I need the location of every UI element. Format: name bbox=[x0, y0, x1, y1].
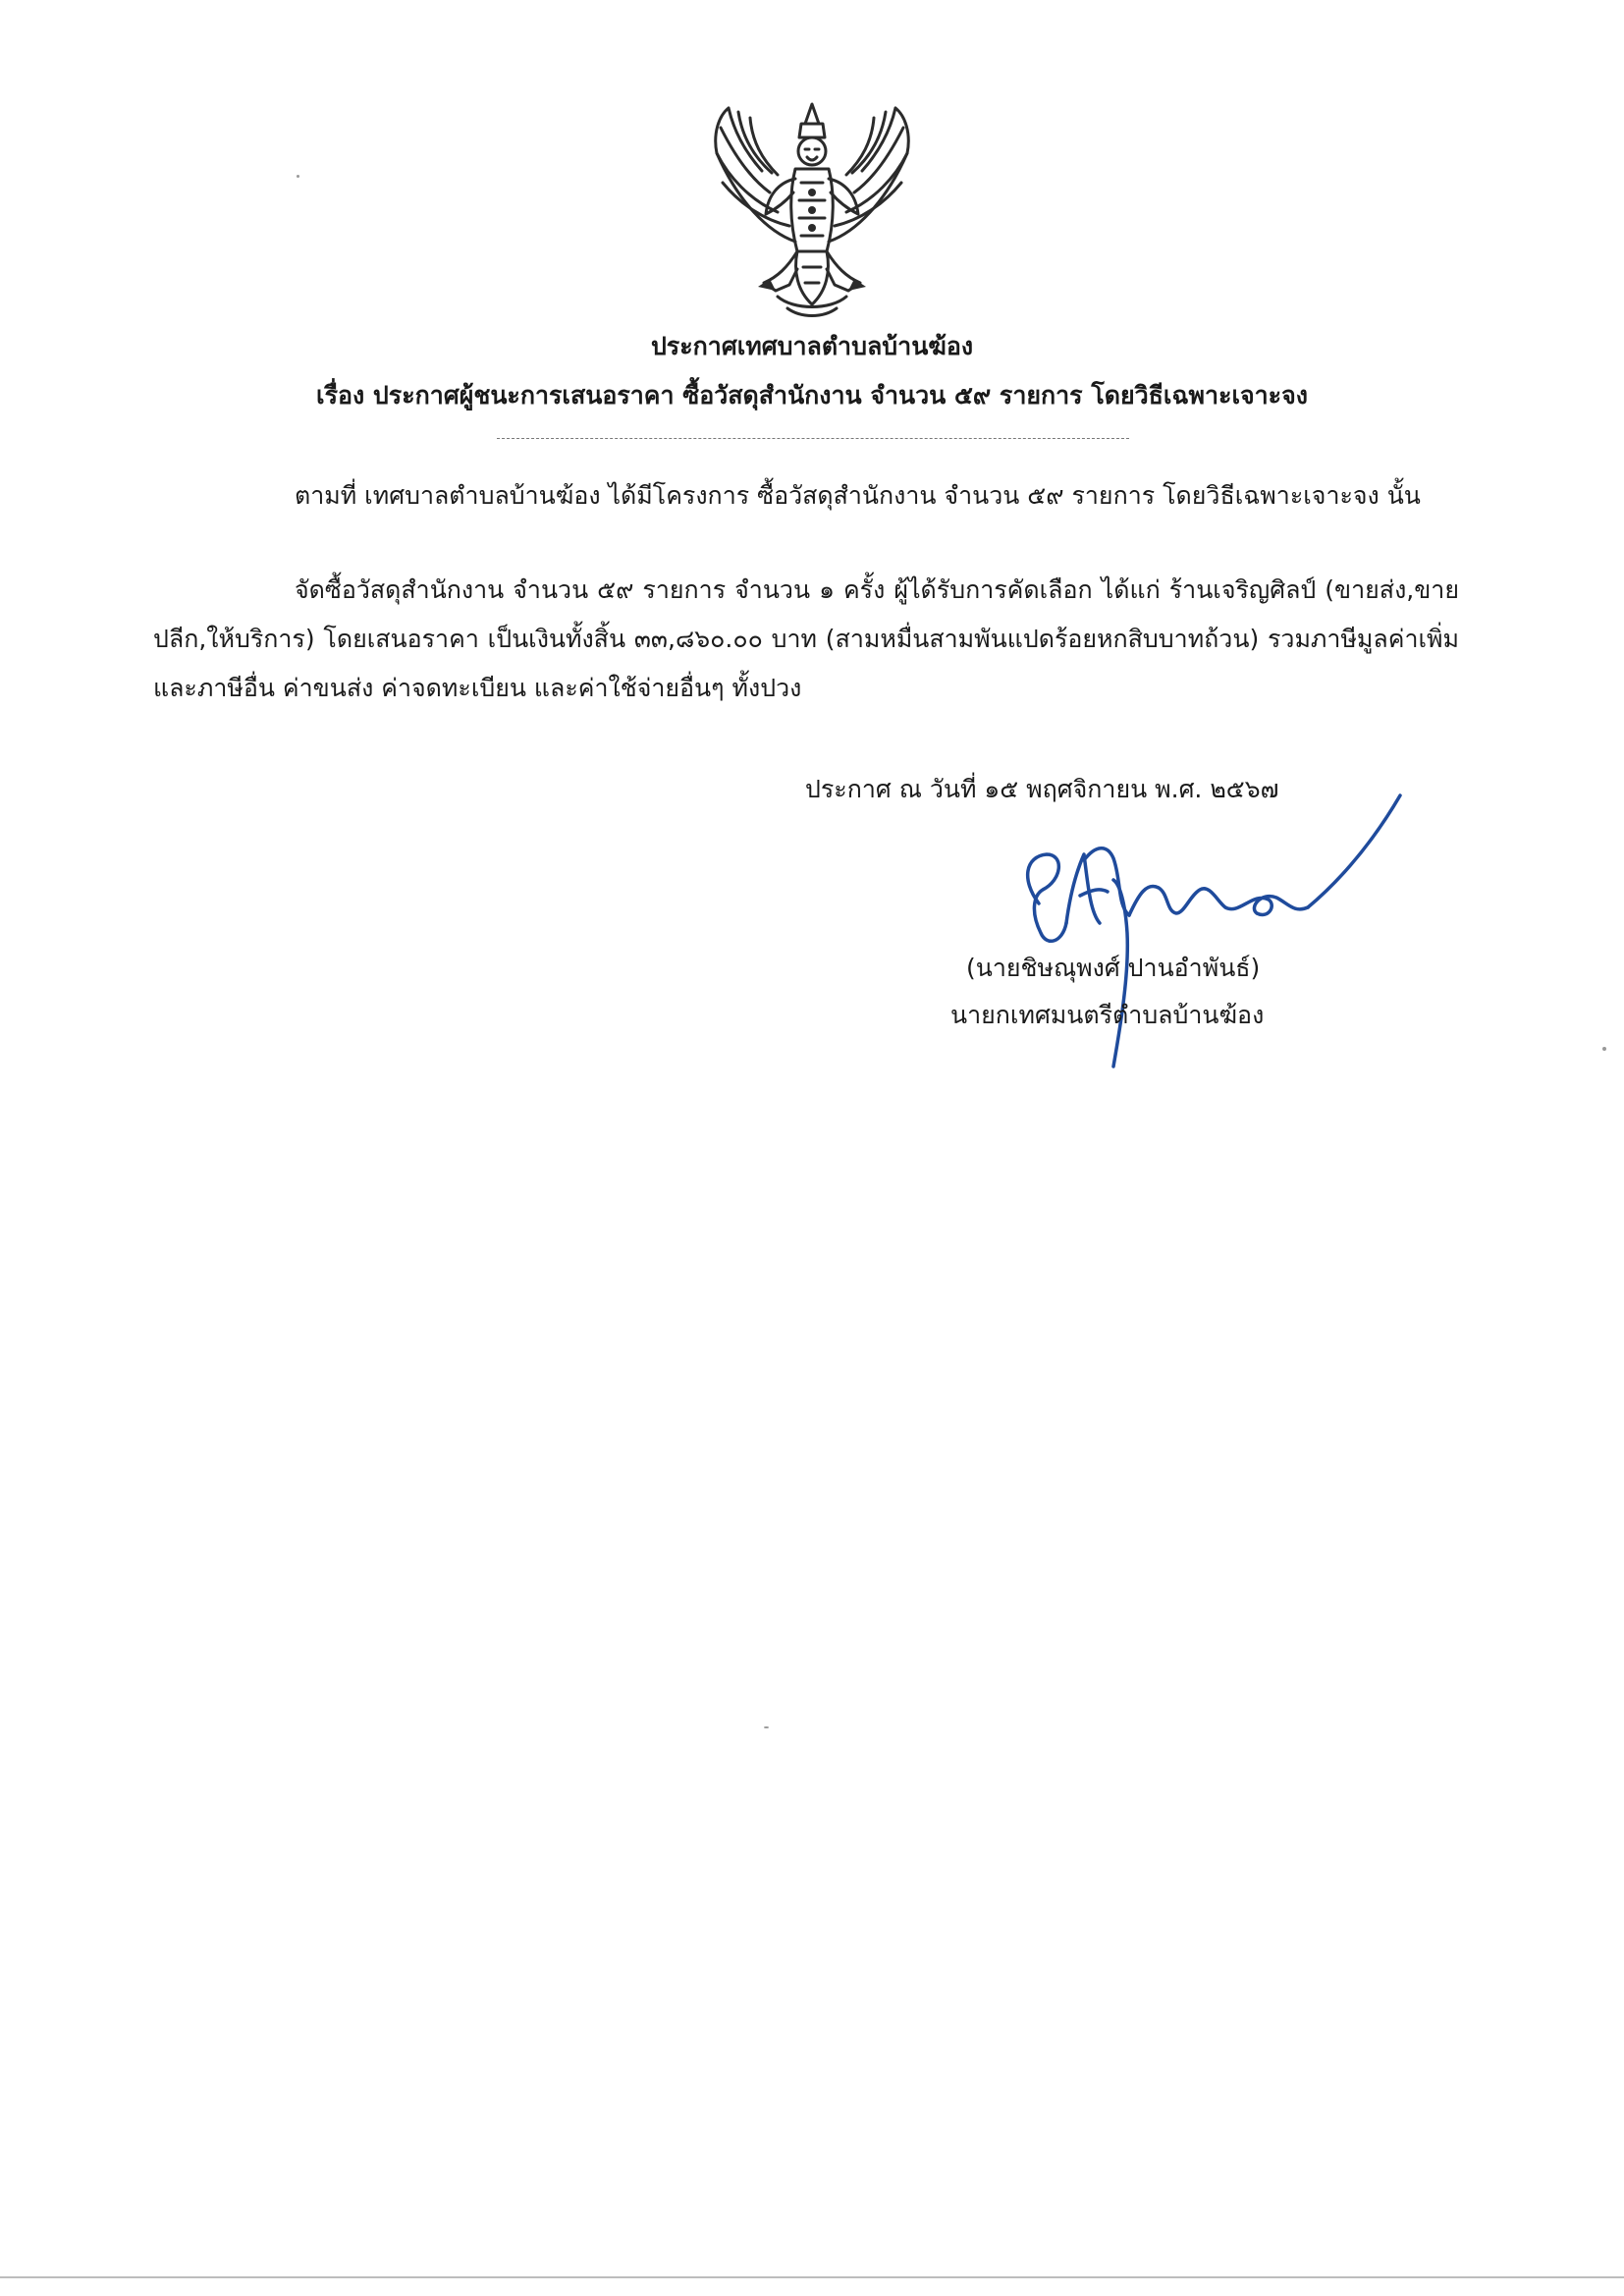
scan-edge-line bbox=[0, 2276, 1624, 2278]
scan-speck bbox=[764, 1726, 769, 1728]
signer-position: นายกเทศมนตรีตำบลบ้านฆ้อง bbox=[950, 1001, 1265, 1029]
paragraph-intro: ตามที่ เทศบาลตำบลบ้านฆ้อง ได้มีโครงการ ซื้อวัสดุสำนักงาน จำนวน ๕๙ รายการ โดยวิธีเฉพาะเจาะจง นั้น bbox=[295, 481, 1421, 510]
document-subject: เรื่อง ประกาศผู้ชนะการเสนอราคา ซื้อวัสดุสำนักงาน จำนวน ๕๙ รายการ โดยวิธีเฉพาะเจาะจง bbox=[316, 381, 1308, 410]
handwritten-signature-icon bbox=[982, 786, 1434, 1080]
scan-speck bbox=[297, 175, 299, 178]
garuda-emblem-icon bbox=[699, 94, 925, 326]
document-org-title: ประกาศเทศบาลตำบลบ้านฆ้อง bbox=[650, 332, 974, 360]
signer-name: (นายชิษณุพงศ์ ปานอำพันธ์) bbox=[966, 954, 1261, 982]
subject-divider bbox=[497, 438, 1129, 439]
paragraph-award: จัดซื้อวัสดุสำนักงาน จำนวน ๕๙ รายการ จำนวน ๑ ครั้ง ผู้ได้รับการคัดเลือก ได้แก่ ร้านเจริญศิลป์ (ขายส่ง,ขายปลีก,ให้บริการ) โดยเสนอราคา เป็นเงินทั้งสิ้น ๓๓,๘๖๐.๐๐ บาท (สามหมื่นสามพันแปดร้อยหกสิบบาทถ้วน) รวมภาษีมูลค่าเพิ่มและภาษีอื่น ค่าขนส่ง ค่าจดทะเบียน และค่าใช้จ่ายอื่นๆ ทั้งปวง bbox=[153, 575, 1459, 702]
announce-date: ประกาศ ณ วันที่ ๑๕ พฤศจิกายน พ.ศ. ๒๕๖๗ bbox=[805, 775, 1279, 803]
scan-speck bbox=[1602, 1047, 1606, 1051]
